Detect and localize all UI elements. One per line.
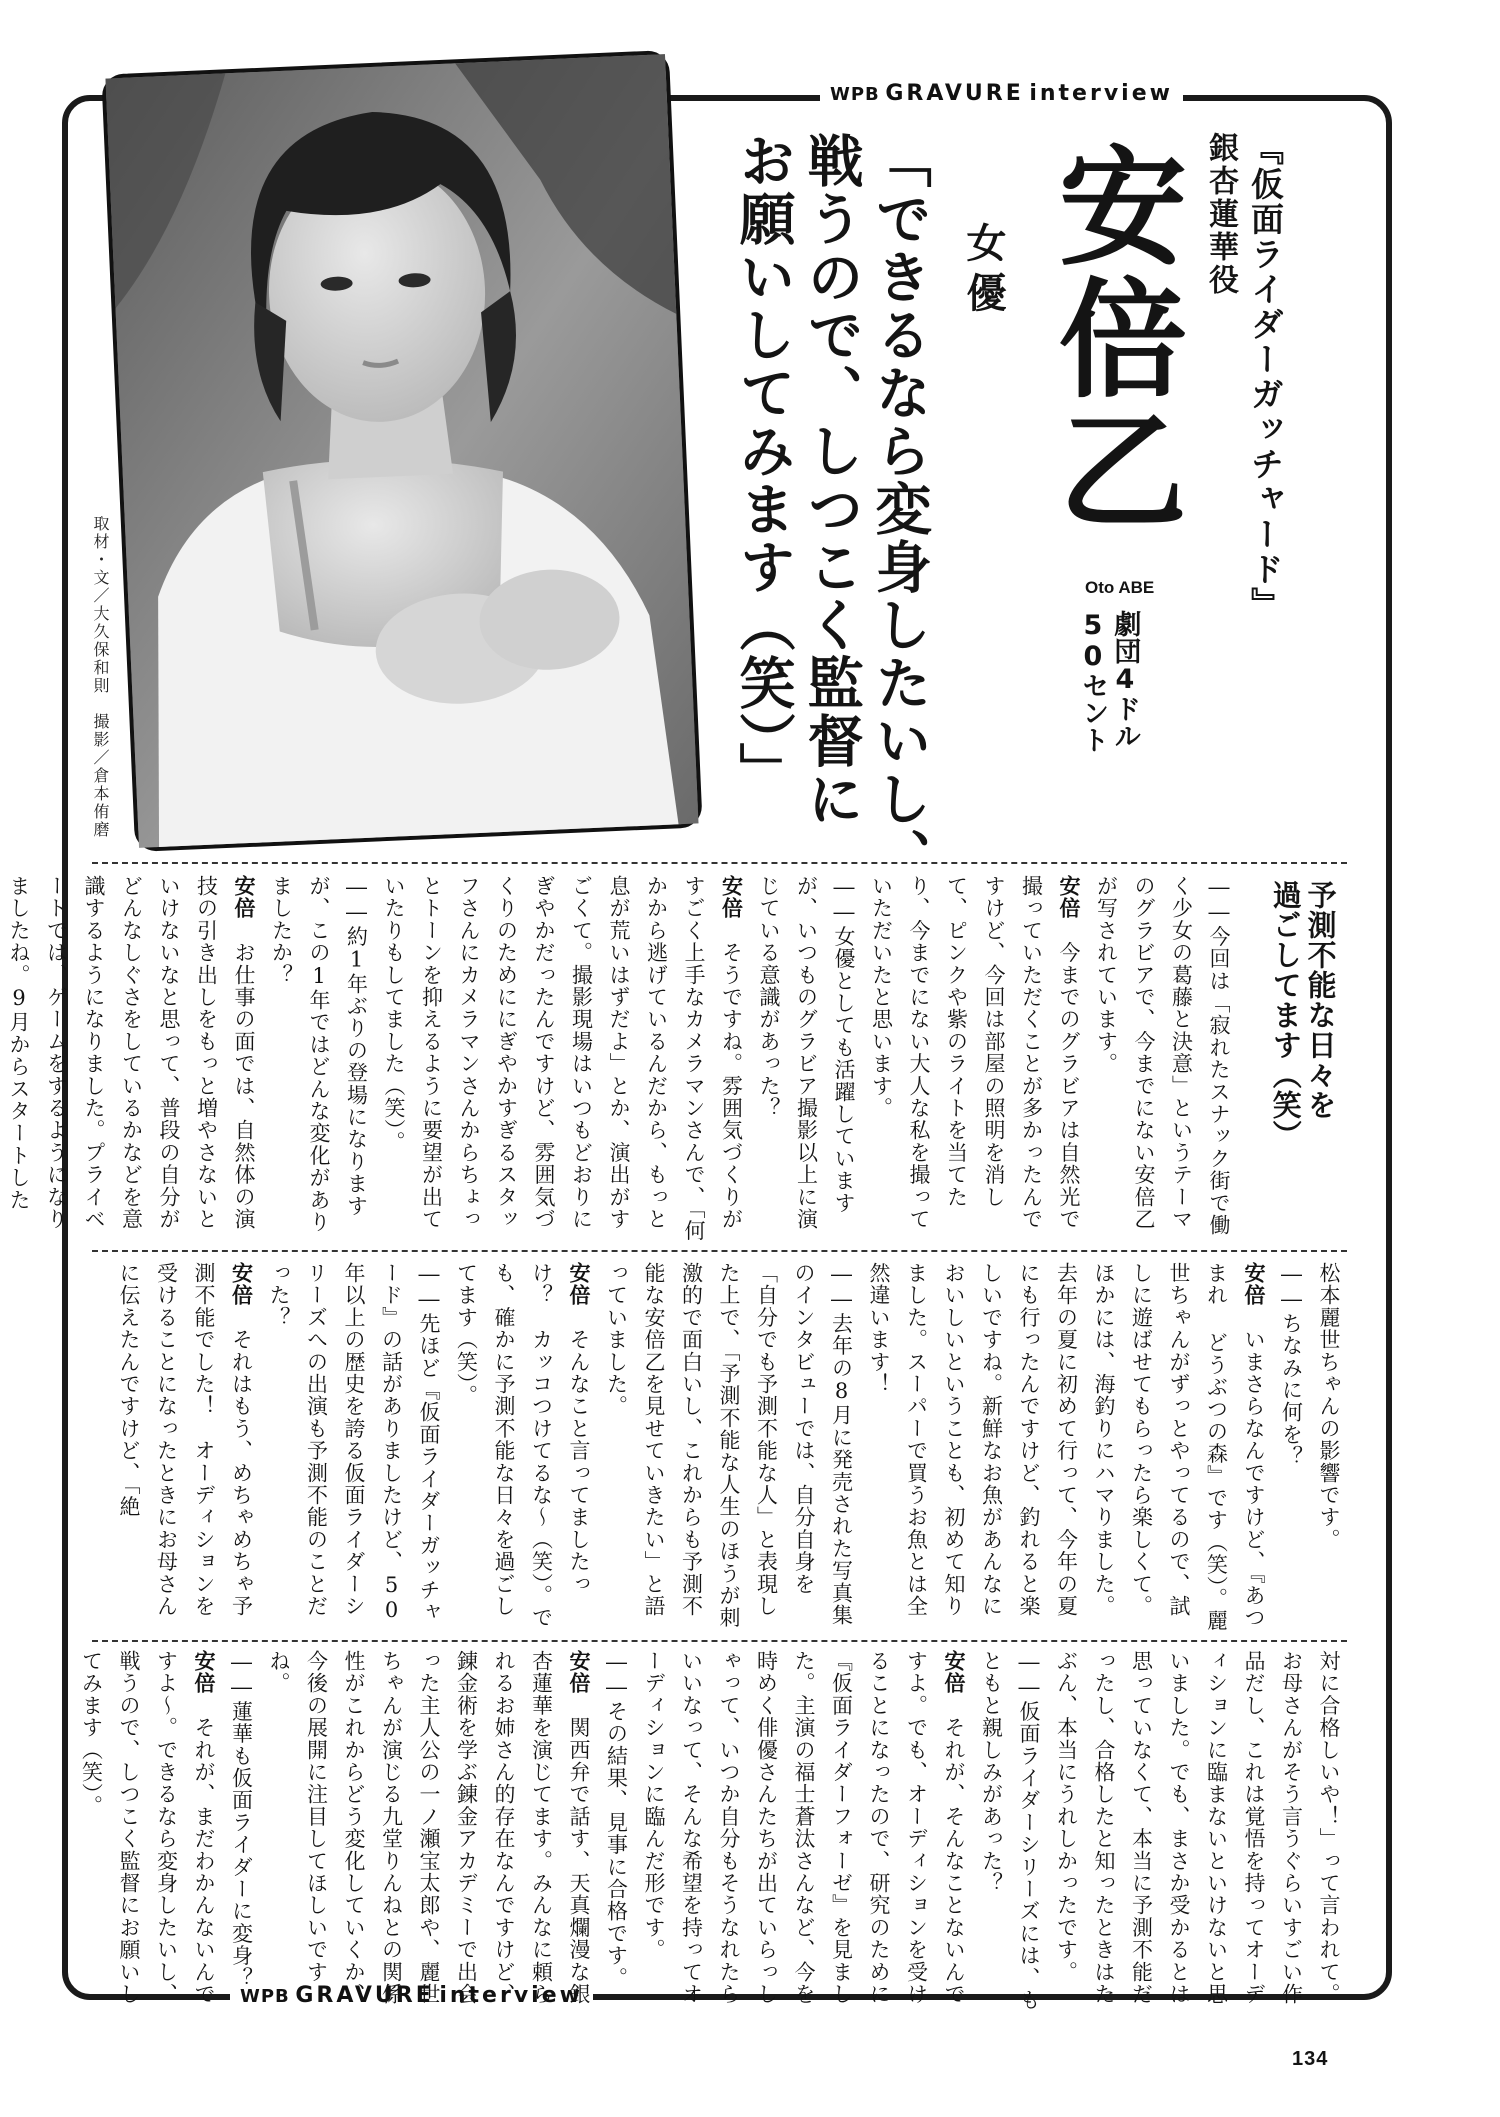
header-tag-suffix: interview [1029, 81, 1173, 106]
footer-tag-main: GRAVURE [295, 1983, 434, 2008]
interviewee-answer [0, 875, 262, 1245]
header-tag-prefix: WPB [830, 84, 880, 105]
interviewee-answer [860, 1262, 1273, 1632]
page-number: 134 [1292, 2048, 1329, 2070]
speaker-label: 安倍 [232, 875, 256, 920]
interviewee-answer [375, 875, 750, 1245]
continued-text [1310, 1262, 1348, 1632]
paragraph-text: 今までのグラビアは自然光で撮っていただくことが多かったんですけど、今回は部屋の照明を消して、ピンクや紫のライトを当てたり、今までにない大人な私を撮っていただいたと思います。 [869, 875, 1081, 1231]
interviewee-answer [447, 1262, 597, 1632]
interviewer-question [750, 875, 863, 1245]
section-divider [92, 1250, 1347, 1252]
series-title: 『仮面ライダーガッチャード』 [1246, 132, 1285, 622]
article-tier-1 [7, 875, 1347, 1245]
paragraph-text: 対に合格しいや！」って言われて。お母さんがそう言うぐらいすごい作品だし、これは覚悟を持ってオーディションに臨まないといけないと思いました。でも、まさか受かるとは思っていなくて、本当に予測不能だったし、合格したと知ったときはたぶん、本当にうれしかったです。 [1054, 1650, 1341, 2006]
interviewer-question [222, 1650, 260, 2020]
paragraph-text: そんなこと言ってましたっけ？ カッコつけてるな～（笑）。でも、確かに予測不能な日々を過ごしてます（笑）。 [454, 1262, 591, 1629]
speaker-label: 安倍 [192, 1650, 216, 1695]
agency-line-1: 劇団4ドル [1109, 610, 1141, 749]
paragraph-text: そうですね。雰囲気づくりがすごく上手なカメラマンさんで、「何かから逃げているんだから、もっと息が荒いはずだよ」とか、演出がすごくて。撮影現場はいつもどおりにぎやかだったんですけど、雰囲気づくりのためににぎやかすぎるスタッフさんにカメラマンさんからちょっとトーンを抑えるように要望が出ていたりもしてました（笑）。 [382, 875, 744, 1242]
name-romaji: Oto ABE [1085, 578, 1155, 597]
paragraph-text: それはもう、めちゃめちゃ予測不能でした！ オーディションを受けることになったときにお母さんに伝えたんですけど、「絶 [117, 1262, 254, 1618]
speaker-label: 安倍 [942, 1650, 966, 1695]
paragraph-text: ――今回は「寂れたスナック街で働く少女の葛藤と決意」というテーマのグラビアで、今までにない安倍乙が写されています。 [1094, 875, 1231, 1237]
headline-quote-line-3: お願いしてみます（笑）」 [730, 132, 797, 800]
section-heading-line-2: 過ごしてます（笑） [1268, 880, 1303, 1150]
headline-quote-line-2: 戦うので、しつこく監督に [798, 132, 865, 828]
paragraph-text: 松本麗世ちゃんの影響です。 [1317, 1262, 1341, 1551]
role-name: 銀杏蓮華役 [1203, 132, 1238, 297]
interviewee-name: 安倍乙 [1037, 140, 1187, 536]
interviewee-answer [635, 1650, 973, 2020]
interviewer-question [260, 1262, 448, 1632]
paragraph-text: ――去年の8月に発売された写真集のインタビューでは、自分自身を「自分でも予測不能な人」と表現した上で、「予測不能な人生のほうが刺激的で面白いし、これからも予測不能な安倍乙を見せていきたい」と語っていました。 [604, 1262, 854, 1629]
tier-1-text [7, 875, 1237, 1245]
paragraph-text: それが、まだわかんないんですよ～。できるなら変身したいし、戦うので、しつこく監督にお願いしてみます（笑）。 [79, 1650, 216, 2006]
paragraph-text: ――先ほど『仮面ライダーガッチャード』の話がありましたけど、50年以上の歴史を誇る仮面ライダーシリーズへの出演も予測不能のことだった？ [267, 1262, 441, 1624]
photo-credit: 取材・文／大久保和則 撮影／倉本侑磨 [91, 515, 110, 839]
header-tag [820, 83, 1183, 105]
interviewer-question [1087, 875, 1237, 1245]
paragraph-text: ――その結果、見事に合格です。 [604, 1650, 629, 1989]
footer-tag-suffix: interview [439, 1983, 583, 2008]
speaker-label: 安倍 [567, 1650, 591, 1695]
continued-text [1047, 1650, 1347, 2020]
profession-label: 女優 [960, 222, 1006, 322]
section-heading-line-1: 予測不能な日々を [1303, 880, 1338, 1120]
portrait-photo [101, 50, 702, 852]
tier-2-text [92, 1262, 1347, 1632]
interviewer-question [1272, 1262, 1310, 1632]
tier-3-text [79, 1650, 1347, 2020]
paragraph-text: ――女優としても活躍していますが、いつものグラビア撮影以上に演じている意識があった？ [757, 875, 856, 1231]
interviewer-question [262, 875, 375, 1245]
speaker-label: 安倍 [719, 875, 744, 920]
paragraph-text: それが、そんなことないんですよ。でも、オーディションを受けることになったので、研究のために『仮面ライダーフォーゼ』を見ました。主演の福士蒼汰さんなど、今を時めく俳優さんたちが出ていらっしゃって、いつか自分もそうなれたらいいなって、そんな希望を持ってオーディションに臨んだ形です。 [642, 1650, 966, 2006]
interviewee-answer [72, 1650, 222, 2020]
speaker-label: 安倍 [229, 1262, 254, 1307]
paragraph-text: お仕事の面では、自然体の演技の引き出しをもっと増やさないといけないなと思って、普段の自分がどんなしぐさをしているかなどを意識するようになりました。プライベートでは、ゲームをするようになりましたね。9月からスタートした [7, 875, 256, 1231]
interviewer-question [597, 1650, 635, 2020]
article-tier-3 [79, 1650, 1347, 2020]
paragraph-text: ――約1年ぶりの登場になりますが、この1年ではどんな変化がありましたか？ [269, 875, 369, 1234]
interviewer-question [972, 1650, 1047, 2020]
interviewee-answer [260, 1650, 598, 2020]
agency-line-2: 50セント [1077, 610, 1109, 753]
interviewer-question [597, 1262, 860, 1632]
interviewee-answer [110, 1262, 260, 1632]
interviewee-answer [862, 875, 1087, 1245]
paragraph-text: 関西弁で話す、天真爛漫な銀杏蓮華を演じてます。みんなに頼られるお姉さん的存在なんですけど、錬金術を学ぶ錬金アカデミーで出会った主人公の一ノ瀬宝太郎や、麗世ちゃんが演じる九堂りんねとの関係性がこれからどう変化していくか、今後の展開に注目してほしいですね。 [267, 1650, 591, 2006]
article-tier-2 [92, 1262, 1347, 1632]
speaker-label: 安倍 [567, 1262, 591, 1307]
headline-quote-line-1: 「できるなら変身したいし、 [866, 132, 933, 886]
speaker-label: 安倍 [1057, 875, 1081, 920]
section-divider [92, 862, 1347, 864]
header-tag-main: GRAVURE [885, 81, 1024, 106]
speaker-label: 安倍 [1242, 1262, 1266, 1307]
paragraph-text: いまさらなんですけど、『あつまれ どうぶつの森』です（笑）。麗世ちゃんがずっとやってるので、試しに遊ばせてもらったら楽しくて。ほかには、海釣りにハマりました。去年の夏に初めて行って、今年の夏にも行ったんですけど、釣れると楽しいですね。新鮮なお魚があんなにおいしいということも、初めて知りました。スーパーで買うお魚とは全然違います！ [867, 1262, 1266, 1632]
footer-tag-prefix: WPB [240, 1986, 290, 2007]
paragraph-text: ――仮面ライダーシリーズには、もともと親しみがあった？ [979, 1650, 1041, 2012]
section-divider [92, 1640, 1347, 1642]
paragraph-text: ――蓮華も仮面ライダーに変身？ [229, 1650, 254, 1989]
paragraph-text: ――ちなみに何を？ [1279, 1262, 1304, 1468]
